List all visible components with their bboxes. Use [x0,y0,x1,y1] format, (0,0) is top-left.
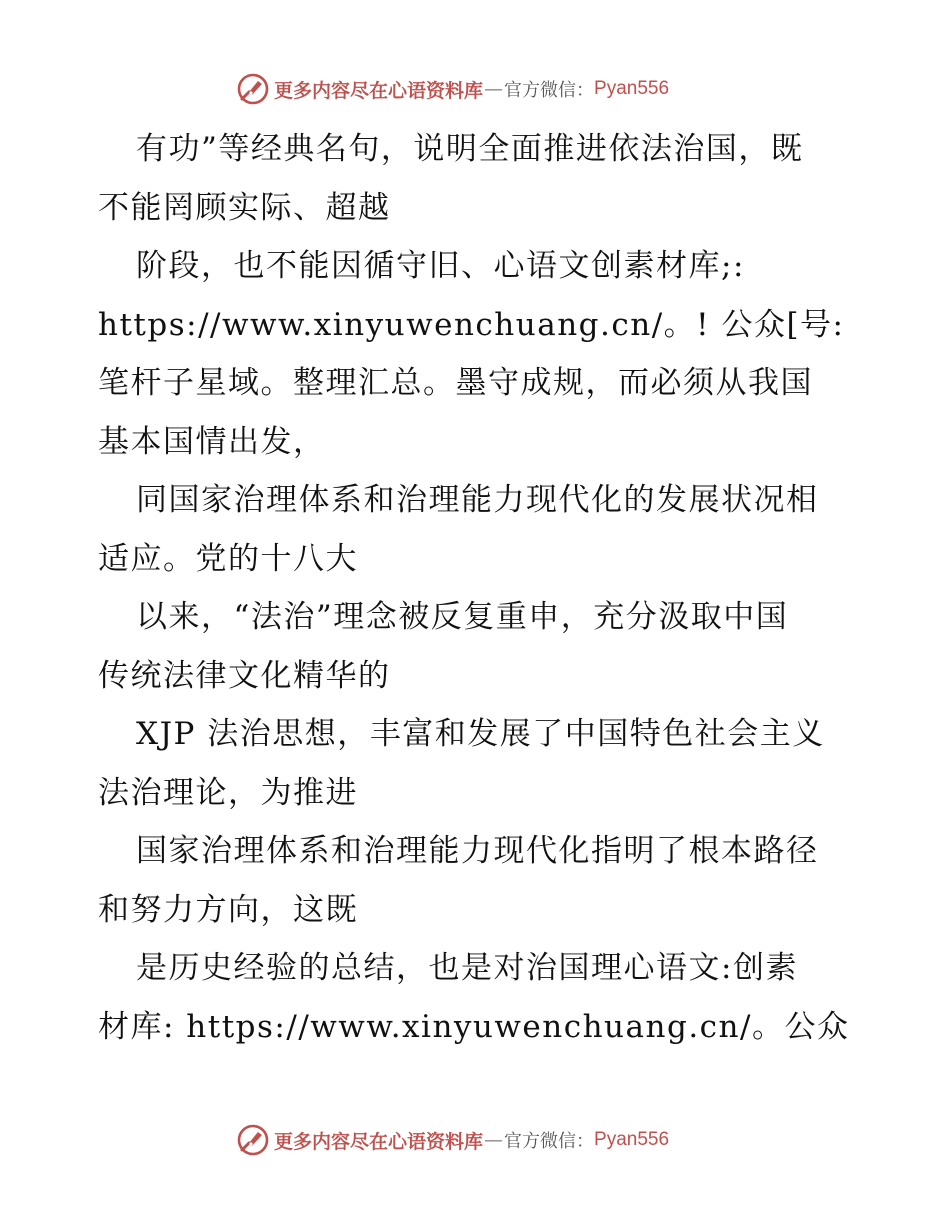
body-line: 适应。党的十八大 [98,540,358,577]
banner-site-text: 更多内容尽在心语资料库 [274,1130,484,1153]
body-line: 同国家治理体系和治理能力现代化的发展状况相 [136,482,819,518]
body-line: 材库: https://www.xinyuwenchuang.cn/。公众 [98,1008,850,1045]
body-line: 阶段，也不能因循守旧、心语文创素材库;: [136,248,745,284]
body-line: XJP 法治思想，丰富和发展了中国特色社会主义 [136,716,825,752]
body-line: 以来，“法治”理念被反复重申，充分汲取中国 [136,599,789,635]
banner-dash: — [484,78,504,100]
body-line: 传统法律文化精华的 [98,657,391,694]
pen-logo-icon [236,1123,270,1157]
body-line: 是历史经验的总结，也是对治国理心语文:创素 [136,950,798,986]
header-banner [236,72,669,106]
body-line: 国家治理体系和治理能力现代化指明了根本路径 [136,833,819,869]
body-line: 笔杆子星域。整理汇总。墨守成规，而必须从我国 [98,365,813,401]
banner-wechat-id: Pyan556 [594,1129,670,1150]
body-line: 和努力方向，这既 [98,891,358,928]
footer-banner [236,1123,669,1157]
body-line: 法治理论，为推进 [98,774,358,811]
banner-wechat-label: 官方微信： [504,80,595,101]
body-line: 基本国情出发， [98,423,326,460]
pen-logo-icon [236,72,270,106]
banner-wechat-label: 官方微信： [504,1131,595,1152]
banner-dash: — [484,1129,504,1151]
body-line: 有功”等经典名句，说明全面推进依法治国，既 [136,131,804,167]
body-line: 不能罔顾实际、超越 [98,189,391,226]
banner-wechat-id: Pyan556 [594,78,670,99]
body-line: https://www.xinyuwenchuang.cn/。! 公众[号: [98,306,845,343]
banner-site-text: 更多内容尽在心语资料库 [274,79,484,102]
document-body [98,120,858,1056]
